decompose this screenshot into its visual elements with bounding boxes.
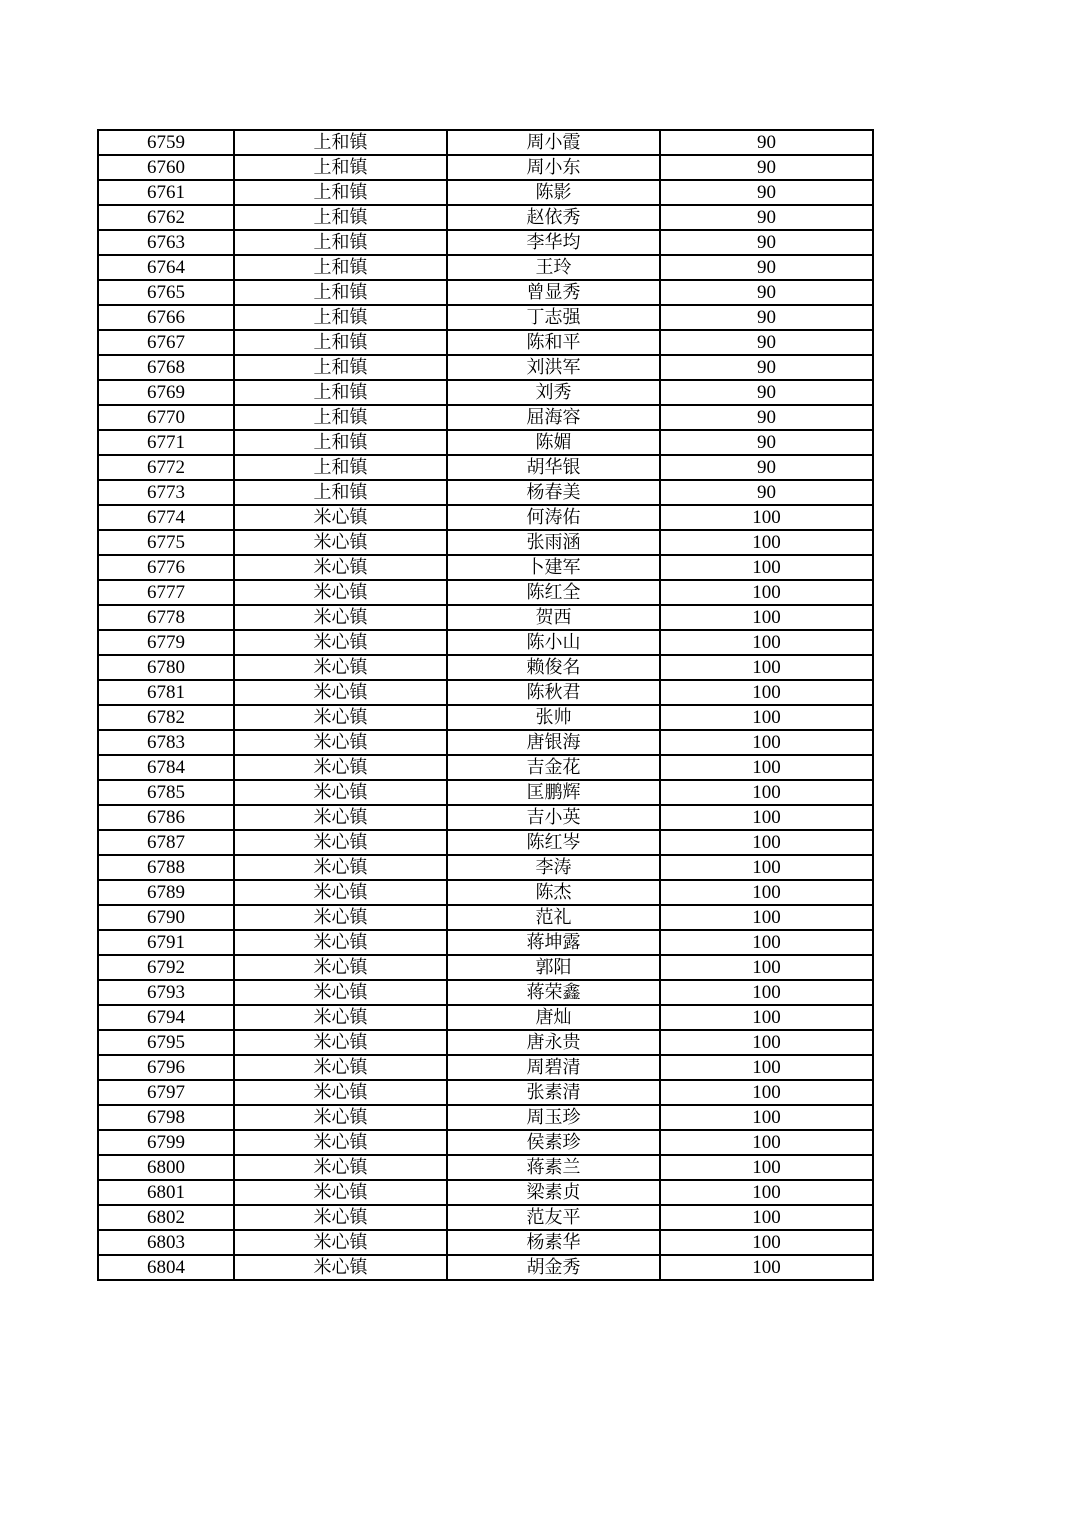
person-name-cell: 范友平: [447, 1205, 660, 1230]
serial-number-cell: 6782: [98, 705, 234, 730]
serial-number-cell: 6767: [98, 330, 234, 355]
table-row: [98, 780, 873, 805]
serial-number-cell: 6786: [98, 805, 234, 830]
amount-cell: 100: [660, 955, 873, 980]
table-row: [98, 280, 873, 305]
town-cell: 米心镇: [234, 1105, 447, 1130]
amount-cell: 100: [660, 730, 873, 755]
amount-cell: 100: [660, 1030, 873, 1055]
person-name-cell: 周小东: [447, 155, 660, 180]
person-name-cell: 胡金秀: [447, 1255, 660, 1280]
person-name-cell: 刘洪军: [447, 355, 660, 380]
serial-number-cell: 6785: [98, 780, 234, 805]
person-name-cell: 王玲: [447, 255, 660, 280]
person-name-cell: 赵依秀: [447, 205, 660, 230]
town-cell: 米心镇: [234, 830, 447, 855]
town-cell: 米心镇: [234, 955, 447, 980]
town-cell: 上和镇: [234, 455, 447, 480]
table-row: [98, 930, 873, 955]
serial-number-cell: 6765: [98, 280, 234, 305]
amount-cell: 100: [660, 655, 873, 680]
table-row: [98, 805, 873, 830]
serial-number-cell: 6779: [98, 630, 234, 655]
table-row: [98, 480, 873, 505]
town-cell: 上和镇: [234, 130, 447, 155]
town-cell: 米心镇: [234, 855, 447, 880]
table-row: [98, 530, 873, 555]
town-cell: 米心镇: [234, 605, 447, 630]
amount-cell: 100: [660, 1080, 873, 1105]
table-row: [98, 1105, 873, 1130]
person-name-cell: 周玉珍: [447, 1105, 660, 1130]
amount-cell: 100: [660, 930, 873, 955]
serial-number-cell: 6761: [98, 180, 234, 205]
town-cell: 米心镇: [234, 505, 447, 530]
town-cell: 米心镇: [234, 805, 447, 830]
amount-cell: 100: [660, 880, 873, 905]
person-name-cell: 杨春美: [447, 480, 660, 505]
table-row: [98, 1205, 873, 1230]
table-row: [98, 755, 873, 780]
town-cell: 上和镇: [234, 205, 447, 230]
amount-cell: 100: [660, 505, 873, 530]
serial-number-cell: 6771: [98, 430, 234, 455]
town-cell: 米心镇: [234, 1230, 447, 1255]
serial-number-cell: 6772: [98, 455, 234, 480]
serial-number-cell: 6783: [98, 730, 234, 755]
amount-cell: 90: [660, 405, 873, 430]
serial-number-cell: 6799: [98, 1130, 234, 1155]
serial-number-cell: 6804: [98, 1255, 234, 1280]
serial-number-cell: 6790: [98, 905, 234, 930]
table-row: [98, 555, 873, 580]
person-name-cell: 李涛: [447, 855, 660, 880]
table-row: [98, 430, 873, 455]
table-row: [98, 455, 873, 480]
town-cell: 米心镇: [234, 1030, 447, 1055]
town-cell: 上和镇: [234, 355, 447, 380]
table-row: [98, 1155, 873, 1180]
table-row: [98, 305, 873, 330]
amount-cell: 100: [660, 1055, 873, 1080]
table-row: [98, 1030, 873, 1055]
table-body: [98, 130, 873, 1280]
serial-number-cell: 6763: [98, 230, 234, 255]
person-name-cell: 蒋荣鑫: [447, 980, 660, 1005]
table-row: [98, 680, 873, 705]
town-cell: 米心镇: [234, 555, 447, 580]
person-name-cell: 吉小英: [447, 805, 660, 830]
person-name-cell: 丁志强: [447, 305, 660, 330]
town-cell: 米心镇: [234, 930, 447, 955]
person-name-cell: 贺西: [447, 605, 660, 630]
person-name-cell: 范礼: [447, 905, 660, 930]
amount-cell: 100: [660, 1105, 873, 1130]
serial-number-cell: 6766: [98, 305, 234, 330]
person-name-cell: 郭阳: [447, 955, 660, 980]
person-name-cell: 胡华银: [447, 455, 660, 480]
table-row: [98, 955, 873, 980]
amount-cell: 100: [660, 1155, 873, 1180]
serial-number-cell: 6780: [98, 655, 234, 680]
serial-number-cell: 6794: [98, 1005, 234, 1030]
serial-number-cell: 6777: [98, 580, 234, 605]
town-cell: 上和镇: [234, 330, 447, 355]
amount-cell: 100: [660, 1230, 873, 1255]
table-row: [98, 1055, 873, 1080]
amount-cell: 100: [660, 555, 873, 580]
town-cell: 米心镇: [234, 755, 447, 780]
serial-number-cell: 6791: [98, 930, 234, 955]
amount-cell: 90: [660, 430, 873, 455]
amount-cell: 100: [660, 630, 873, 655]
person-name-cell: 卜建军: [447, 555, 660, 580]
person-name-cell: 吉金花: [447, 755, 660, 780]
person-name-cell: 陈和平: [447, 330, 660, 355]
person-name-cell: 杨素华: [447, 1230, 660, 1255]
amount-cell: 90: [660, 205, 873, 230]
amount-cell: 100: [660, 780, 873, 805]
amount-cell: 100: [660, 1180, 873, 1205]
amount-cell: 90: [660, 480, 873, 505]
serial-number-cell: 6781: [98, 680, 234, 705]
town-cell: 上和镇: [234, 230, 447, 255]
town-cell: 米心镇: [234, 1180, 447, 1205]
table-row: [98, 180, 873, 205]
person-name-cell: 曾显秀: [447, 280, 660, 305]
amount-cell: 100: [660, 605, 873, 630]
town-cell: 米心镇: [234, 730, 447, 755]
serial-number-cell: 6760: [98, 155, 234, 180]
person-name-cell: 陈红岑: [447, 830, 660, 855]
amount-cell: 100: [660, 1205, 873, 1230]
data-table: [97, 129, 874, 1281]
serial-number-cell: 6762: [98, 205, 234, 230]
amount-cell: 100: [660, 855, 873, 880]
serial-number-cell: 6793: [98, 980, 234, 1005]
serial-number-cell: 6792: [98, 955, 234, 980]
table-row: [98, 355, 873, 380]
town-cell: 上和镇: [234, 280, 447, 305]
amount-cell: 100: [660, 805, 873, 830]
town-cell: 米心镇: [234, 530, 447, 555]
amount-cell: 100: [660, 755, 873, 780]
amount-cell: 100: [660, 980, 873, 1005]
person-name-cell: 陈秋君: [447, 680, 660, 705]
amount-cell: 90: [660, 230, 873, 255]
person-name-cell: 蒋素兰: [447, 1155, 660, 1180]
person-name-cell: 李华均: [447, 230, 660, 255]
amount-cell: 100: [660, 905, 873, 930]
town-cell: 米心镇: [234, 705, 447, 730]
serial-number-cell: 6773: [98, 480, 234, 505]
town-cell: 米心镇: [234, 580, 447, 605]
amount-cell: 90: [660, 255, 873, 280]
serial-number-cell: 6770: [98, 405, 234, 430]
amount-cell: 90: [660, 305, 873, 330]
amount-cell: 100: [660, 530, 873, 555]
person-name-cell: 唐银海: [447, 730, 660, 755]
town-cell: 米心镇: [234, 1130, 447, 1155]
amount-cell: 90: [660, 455, 873, 480]
town-cell: 上和镇: [234, 305, 447, 330]
town-cell: 上和镇: [234, 380, 447, 405]
town-cell: 米心镇: [234, 1055, 447, 1080]
table-row: [98, 1255, 873, 1280]
amount-cell: 90: [660, 155, 873, 180]
table-row: [98, 130, 873, 155]
town-cell: 米心镇: [234, 1005, 447, 1030]
town-cell: 米心镇: [234, 880, 447, 905]
person-name-cell: 陈小山: [447, 630, 660, 655]
town-cell: 米心镇: [234, 680, 447, 705]
table-row: [98, 980, 873, 1005]
table-row: [98, 705, 873, 730]
town-cell: 上和镇: [234, 180, 447, 205]
person-name-cell: 侯素珍: [447, 1130, 660, 1155]
table-row: [98, 905, 873, 930]
town-cell: 米心镇: [234, 1255, 447, 1280]
table-row: [98, 1005, 873, 1030]
table-row: [98, 255, 873, 280]
serial-number-cell: 6797: [98, 1080, 234, 1105]
serial-number-cell: 6775: [98, 530, 234, 555]
table-row: [98, 655, 873, 680]
town-cell: 上和镇: [234, 405, 447, 430]
amount-cell: 100: [660, 1130, 873, 1155]
town-cell: 米心镇: [234, 905, 447, 930]
serial-number-cell: 6788: [98, 855, 234, 880]
person-name-cell: 陈媚: [447, 430, 660, 455]
amount-cell: 90: [660, 380, 873, 405]
amount-cell: 100: [660, 1005, 873, 1030]
amount-cell: 90: [660, 355, 873, 380]
serial-number-cell: 6801: [98, 1180, 234, 1205]
table-row: [98, 230, 873, 255]
table-row: [98, 1230, 873, 1255]
amount-cell: 90: [660, 280, 873, 305]
serial-number-cell: 6774: [98, 505, 234, 530]
serial-number-cell: 6769: [98, 380, 234, 405]
serial-number-cell: 6759: [98, 130, 234, 155]
table-row: [98, 155, 873, 180]
amount-cell: 90: [660, 130, 873, 155]
town-cell: 米心镇: [234, 780, 447, 805]
person-name-cell: 陈杰: [447, 880, 660, 905]
table-row: [98, 1180, 873, 1205]
town-cell: 米心镇: [234, 655, 447, 680]
town-cell: 米心镇: [234, 1155, 447, 1180]
person-name-cell: 周小霞: [447, 130, 660, 155]
table-row: [98, 605, 873, 630]
serial-number-cell: 6802: [98, 1205, 234, 1230]
amount-cell: 90: [660, 330, 873, 355]
town-cell: 上和镇: [234, 430, 447, 455]
serial-number-cell: 6789: [98, 880, 234, 905]
town-cell: 米心镇: [234, 1205, 447, 1230]
table-row: [98, 630, 873, 655]
table-row: [98, 205, 873, 230]
serial-number-cell: 6795: [98, 1030, 234, 1055]
person-name-cell: 陈红全: [447, 580, 660, 605]
table-row: [98, 330, 873, 355]
person-name-cell: 张雨涵: [447, 530, 660, 555]
serial-number-cell: 6778: [98, 605, 234, 630]
amount-cell: 100: [660, 680, 873, 705]
amount-cell: 100: [660, 580, 873, 605]
serial-number-cell: 6803: [98, 1230, 234, 1255]
amount-cell: 100: [660, 705, 873, 730]
person-name-cell: 何涛佑: [447, 505, 660, 530]
table-row: [98, 880, 873, 905]
person-name-cell: 匡鹏辉: [447, 780, 660, 805]
person-name-cell: 张素清: [447, 1080, 660, 1105]
town-cell: 米心镇: [234, 980, 447, 1005]
town-cell: 米心镇: [234, 1080, 447, 1105]
person-name-cell: 唐永贵: [447, 1030, 660, 1055]
table-row: [98, 580, 873, 605]
serial-number-cell: 6764: [98, 255, 234, 280]
table-row: [98, 1080, 873, 1105]
serial-number-cell: 6776: [98, 555, 234, 580]
serial-number-cell: 6768: [98, 355, 234, 380]
serial-number-cell: 6784: [98, 755, 234, 780]
person-name-cell: 张帅: [447, 705, 660, 730]
person-name-cell: 蒋坤露: [447, 930, 660, 955]
table-row: [98, 380, 873, 405]
serial-number-cell: 6800: [98, 1155, 234, 1180]
person-name-cell: 屈海容: [447, 405, 660, 430]
amount-cell: 100: [660, 830, 873, 855]
table-row: [98, 830, 873, 855]
town-cell: 上和镇: [234, 255, 447, 280]
serial-number-cell: 6787: [98, 830, 234, 855]
serial-number-cell: 6798: [98, 1105, 234, 1130]
person-name-cell: 梁素贞: [447, 1180, 660, 1205]
town-cell: 上和镇: [234, 155, 447, 180]
table-row: [98, 505, 873, 530]
table-row: [98, 405, 873, 430]
person-name-cell: 陈影: [447, 180, 660, 205]
table-row: [98, 855, 873, 880]
person-name-cell: 刘秀: [447, 380, 660, 405]
person-name-cell: 周碧清: [447, 1055, 660, 1080]
table-row: [98, 730, 873, 755]
town-cell: 上和镇: [234, 480, 447, 505]
person-name-cell: 唐灿: [447, 1005, 660, 1030]
amount-cell: 100: [660, 1255, 873, 1280]
person-name-cell: 赖俊名: [447, 655, 660, 680]
table-row: [98, 1130, 873, 1155]
amount-cell: 90: [660, 180, 873, 205]
serial-number-cell: 6796: [98, 1055, 234, 1080]
town-cell: 米心镇: [234, 630, 447, 655]
